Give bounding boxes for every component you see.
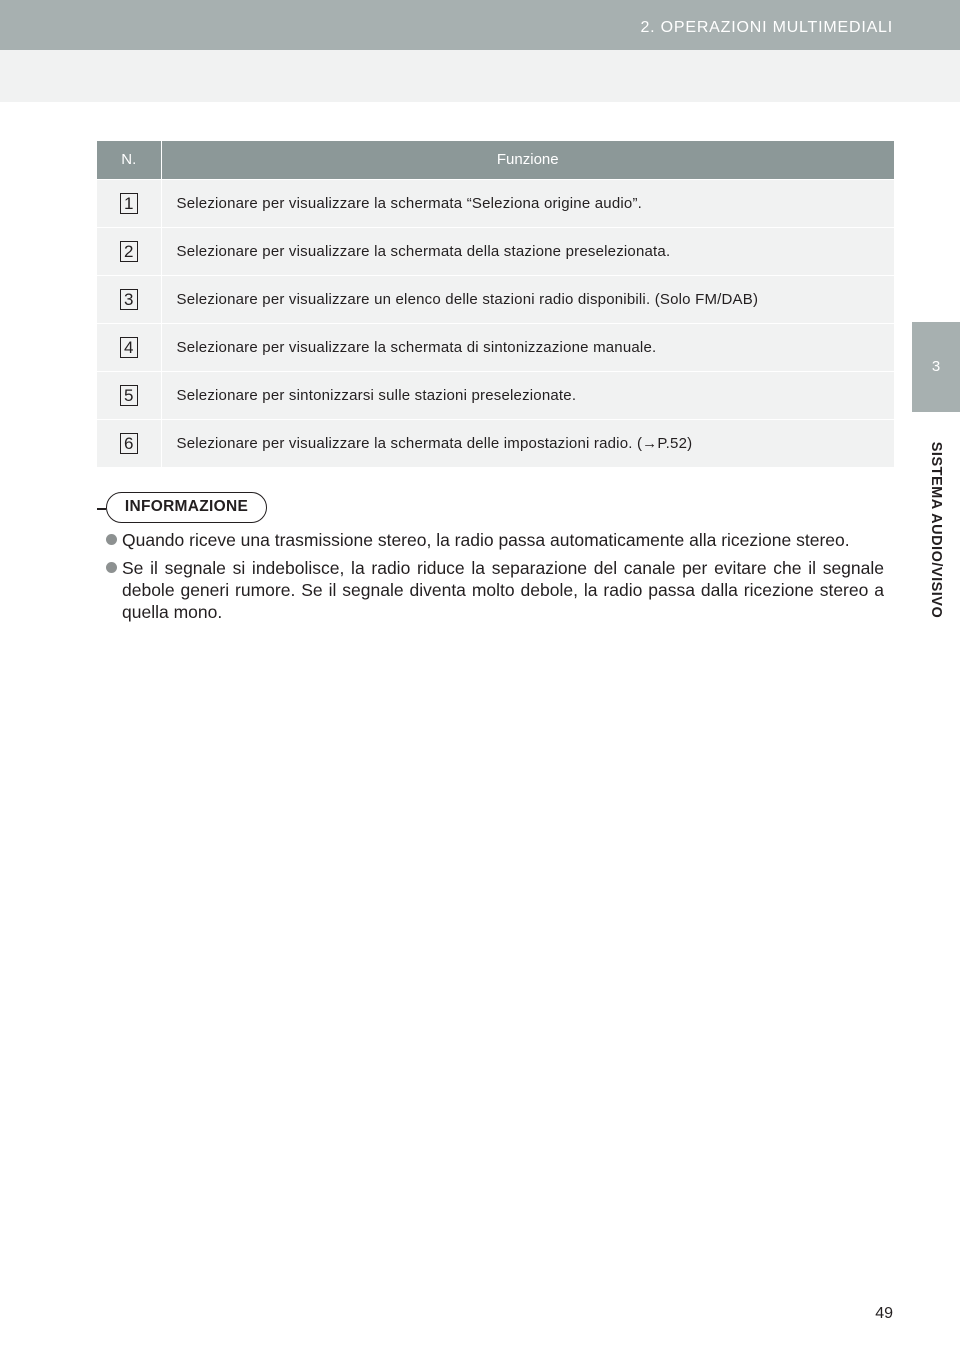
bullet-icon (106, 562, 117, 573)
bullet-icon (106, 534, 117, 545)
header-number: N. (97, 141, 161, 179)
table-row (97, 371, 894, 419)
table-row (97, 179, 894, 227)
function-table (97, 141, 894, 467)
number-box-3: 3 (120, 289, 138, 310)
number-box-2: 2 (120, 241, 138, 262)
page-number: 49 (875, 1305, 893, 1322)
list-item (108, 529, 884, 551)
function-text: Selezionare per visualizzare la schermata di sintonizzazione manuale. (161, 323, 894, 371)
table-row (97, 419, 894, 467)
function-text: Selezionare per visualizzare la schermata della stazione preselezionata. (161, 227, 894, 275)
table-row (97, 323, 894, 371)
info-text: Se il segnale si indebolisce, la radio riduce la separazione del canale per evitare che il segnale debole generi rumore. Se il segnale diventa molto debole, la radio passa dalla ricezione stereo a quella mono. (122, 558, 884, 622)
number-box-4: 4 (120, 337, 138, 358)
header-band (0, 50, 960, 102)
table-row (97, 227, 894, 275)
section-title: 2. OPERAZIONI MULTIMEDIALI (640, 19, 893, 36)
info-text: Quando riceve una trasmissione stereo, la radio passa automaticamente alla ricezione stereo. (122, 530, 850, 550)
chapter-number: 3 (931, 358, 941, 375)
function-text: Selezionare per visualizzare un elenco delle stazioni radio disponibili. (Solo FM/DAB) (161, 275, 894, 323)
header-function: Funzione (161, 141, 894, 179)
info-label: INFORMAZIONE (106, 492, 267, 523)
function-text: Selezionare per visualizzare la schermata delle impostazioni radio. (→P.52) (161, 419, 894, 467)
chapter-tab (912, 322, 960, 412)
list-item (108, 557, 884, 623)
number-box-1: 1 (120, 193, 138, 214)
number-box-6: 6 (120, 433, 138, 454)
info-leader-line (97, 508, 106, 510)
table-header-row (97, 141, 894, 179)
function-text: Selezionare per visualizzare la schermata “Seleziona origine audio”. (161, 179, 894, 227)
number-box-5: 5 (120, 385, 138, 406)
info-list (108, 529, 884, 629)
header-bar (0, 0, 960, 50)
table-row (97, 275, 894, 323)
function-text: Selezionare per sintonizzarsi sulle stazioni preselezionate. (161, 371, 894, 419)
chapter-label: SISTEMA AUDIO/VISIVO (928, 441, 944, 619)
